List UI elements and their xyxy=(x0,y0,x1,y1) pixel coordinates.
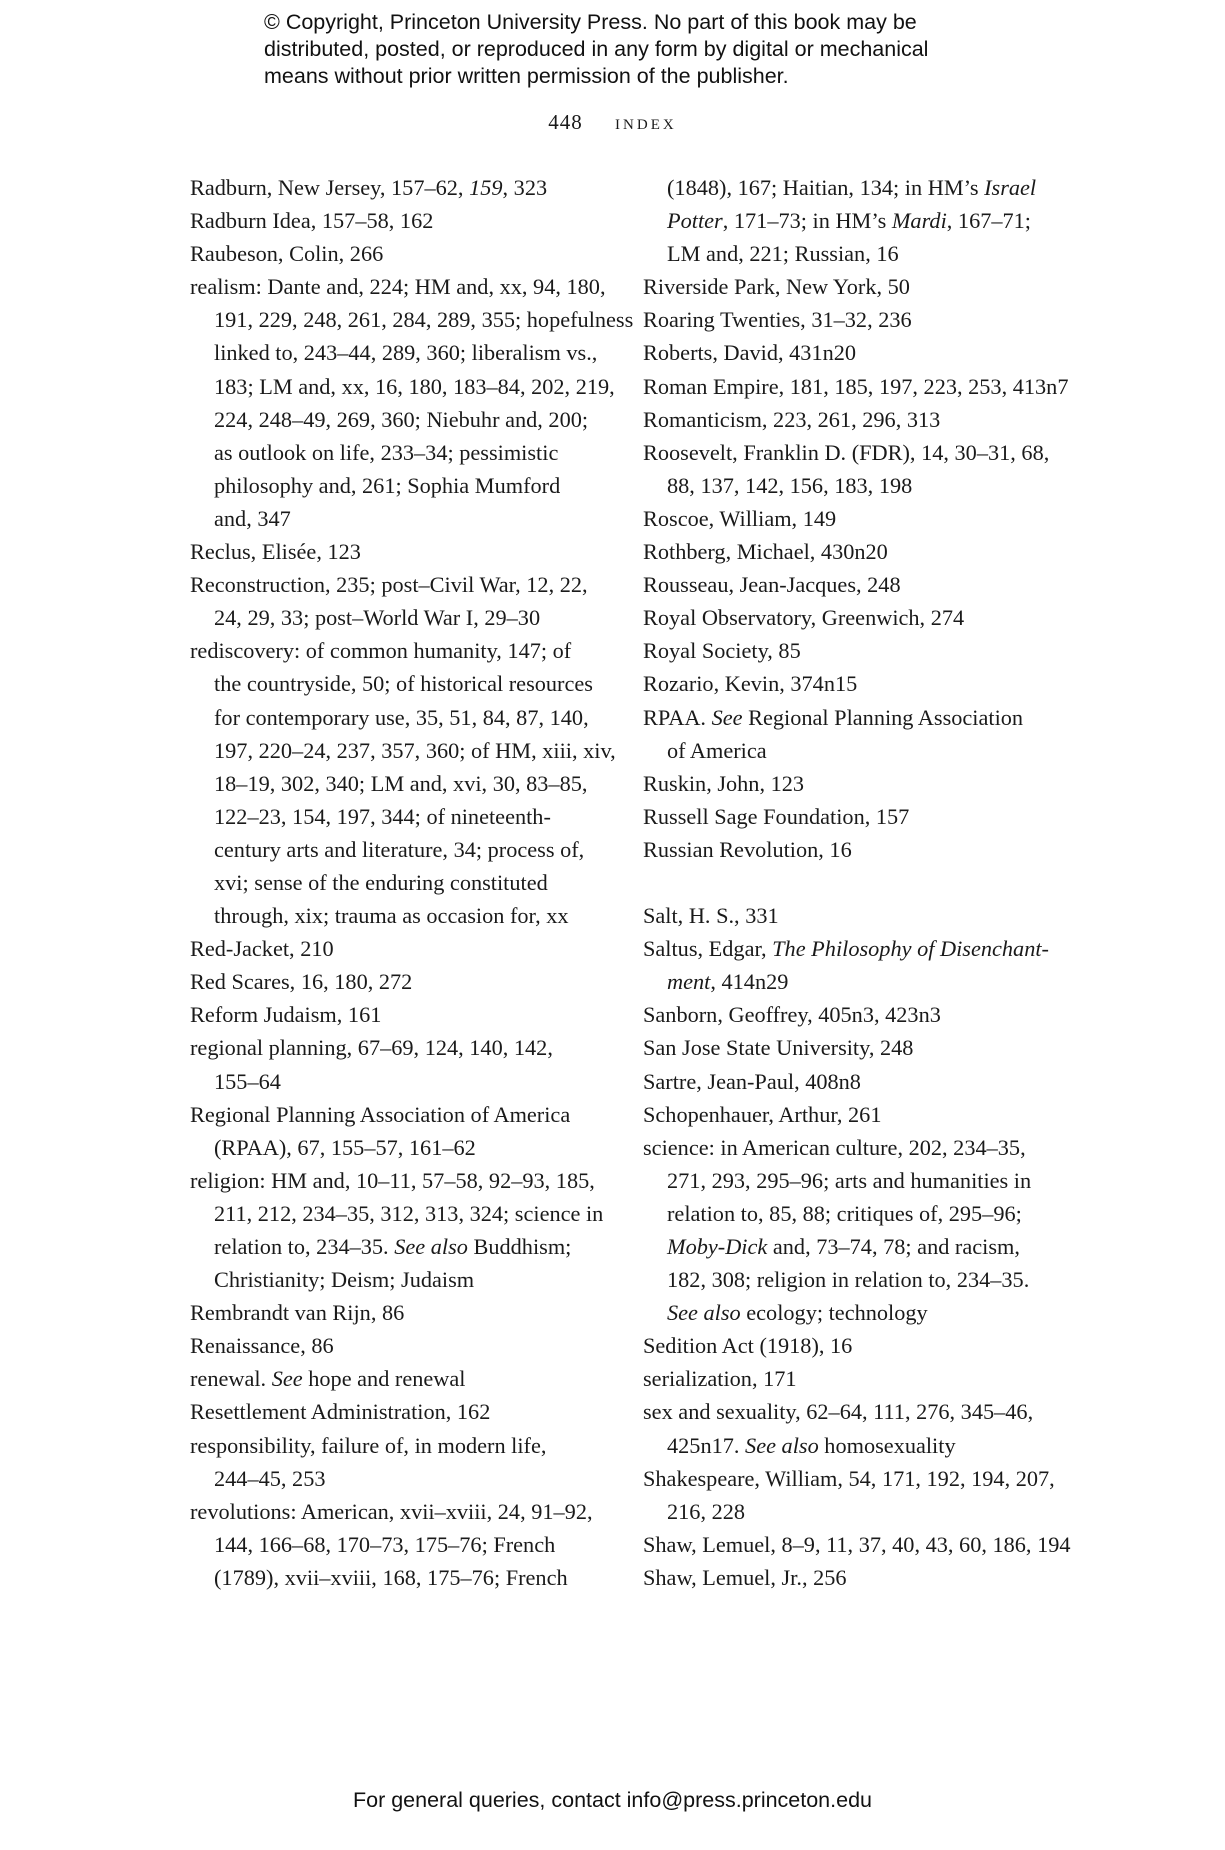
index-entry-line: 197, 220–24, 237, 357, 360; of HM, xiii, xiv, xyxy=(214,737,616,763)
index-column-right xyxy=(643,171,1071,1594)
index-entry-line: Christianity; Deism; Judaism xyxy=(214,1267,475,1293)
index-entry xyxy=(643,833,1063,866)
index-entry-line: San Jose State University, 248 xyxy=(643,1035,914,1061)
index-entry xyxy=(643,1065,1063,1098)
index-entry-line: 216, 228 xyxy=(667,1498,746,1524)
index-entry-line: Royal Observatory, Greenwich, 274 xyxy=(643,605,965,631)
index-entry xyxy=(643,1329,1063,1362)
index-entry xyxy=(643,270,1063,303)
index-entry xyxy=(643,568,1063,601)
index-entry-line: 224, 248–49, 269, 360; Niebuhr and, 200; xyxy=(214,406,589,432)
index-entry xyxy=(643,1561,1063,1594)
index-entry-line: 155–64 xyxy=(214,1068,281,1094)
index-entry-line: 271, 293, 295–96; arts and humanities in xyxy=(667,1167,1032,1193)
page-number: 448 xyxy=(548,110,583,134)
index-entry-line: Reconstruction, 235; post–Civil War, 12, 22, xyxy=(190,572,588,598)
index-entry-line: Rousseau, Jean-Jacques, 248 xyxy=(643,572,901,598)
index-entry xyxy=(643,800,1063,833)
index-entry-line: Potter, 171–73; in HM’s Mardi, 167–71; xyxy=(667,208,1031,234)
index-entry xyxy=(643,1462,1063,1528)
index-entry-line: ment, 414n29 xyxy=(667,969,789,995)
index-entry xyxy=(190,1362,610,1395)
index-entry-line: Shaw, Lemuel, 8–9, 11, 37, 40, 43, 60, 186, 194 xyxy=(643,1531,1071,1557)
index-entry-line: Saltus, Edgar, The Philosophy of Disenchant- xyxy=(643,936,1049,962)
index-entry-line: RPAA. See Regional Planning Association xyxy=(643,704,1024,730)
index-entry-line: Reclus, Elisée, 123 xyxy=(190,539,361,565)
index-entry-line: 182, 308; religion in relation to, 234–35. xyxy=(667,1267,1030,1293)
index-entry-line: (RPAA), 67, 155–57, 161–62 xyxy=(214,1134,476,1160)
index-entry xyxy=(643,767,1063,800)
index-entry-line: Rembrandt van Rijn, 86 xyxy=(190,1300,405,1326)
index-entry-line: Shaw, Lemuel, Jr., 256 xyxy=(643,1564,847,1590)
index-entry-line: Roosevelt, Franklin D. (FDR), 14, 30–31, 68, xyxy=(643,439,1050,465)
index-entry-line: Roberts, David, 431n20 xyxy=(643,340,857,366)
index-entry-line: century arts and literature, 34; process of, xyxy=(214,836,585,862)
index-entry xyxy=(643,1528,1071,1561)
index-entry xyxy=(643,436,1063,502)
index-entry-line: Rozario, Kevin, 374n15 xyxy=(643,671,858,697)
index-entry xyxy=(190,1164,610,1296)
index-entry-line: Roaring Twenties, 31–32, 236 xyxy=(643,307,912,333)
index-entry xyxy=(643,899,1063,932)
index-entry-line: linked to, 243–44, 289, 360; liberalism vs., xyxy=(214,340,598,366)
index-entry xyxy=(643,601,1063,634)
index-entry xyxy=(190,634,616,932)
index-entry-line: Red-Jacket, 210 xyxy=(190,936,334,962)
index-entry-line: 191, 229, 248, 261, 284, 289, 355; hopefulness xyxy=(214,307,634,333)
index-entry xyxy=(643,1395,1063,1461)
index-entry-line: religion: HM and, 10–11, 57–58, 92–93, 185, xyxy=(190,1167,595,1193)
index-entry xyxy=(643,998,1063,1031)
index-entry-line: Romanticism, 223, 261, 296, 313 xyxy=(643,406,941,432)
index-entry-line: 144, 166–68, 170–73, 175–76; French xyxy=(214,1531,556,1557)
index-entry xyxy=(190,1098,610,1164)
index-entry-line: Riverside Park, New York, 50 xyxy=(643,274,910,300)
index-entry-line: LM and, 221; Russian, 16 xyxy=(667,241,899,267)
footer-contact: For general queries, contact info@press.princeton.edu xyxy=(352,1788,872,1812)
index-entry-line: xvi; sense of the enduring constituted xyxy=(214,869,548,895)
index-entry xyxy=(190,535,610,568)
index-entry-line: of America xyxy=(667,737,767,763)
index-entry-line: 122–23, 154, 197, 344; of nineteenth- xyxy=(214,803,551,829)
index-entry-line: sex and sexuality, 62–64, 111, 276, 345–46, xyxy=(643,1399,1034,1425)
index-entry xyxy=(643,336,1063,369)
index-entry-line: for contemporary use, 35, 51, 84, 87, 140, xyxy=(214,704,589,730)
index-entry xyxy=(190,1395,610,1428)
index-entry xyxy=(190,998,610,1031)
index-entry xyxy=(190,171,610,204)
index-entry-line: 244–45, 253 xyxy=(214,1465,326,1491)
index-entry-line: Radburn Idea, 157–58, 162 xyxy=(190,208,434,234)
index-entry-line: rediscovery: of common humanity, 147; of xyxy=(190,638,572,664)
index-entry xyxy=(643,171,1063,270)
index-entry-line: Moby-Dick and, 73–74, 78; and racism, xyxy=(667,1234,1020,1259)
index-entry xyxy=(643,502,1063,535)
index-entry-line: 18–19, 302, 340; LM and, xvi, 30, 83–85, xyxy=(214,770,588,796)
index-entry-line: renewal. See hope and renewal xyxy=(190,1366,466,1392)
index-entry xyxy=(190,1429,610,1495)
index-entry-line: Reform Judaism, 161 xyxy=(190,1002,382,1028)
index-column-left xyxy=(190,171,634,1594)
index-entry-line: serialization, 171 xyxy=(643,1366,797,1392)
index-entry-line: 88, 137, 142, 156, 183, 198 xyxy=(667,472,913,498)
index-entry-line: philosophy and, 261; Sophia Mumford xyxy=(214,472,561,498)
index-entry xyxy=(190,568,610,634)
index-entry xyxy=(643,1031,1063,1064)
index-entry xyxy=(190,1031,610,1097)
index-entry xyxy=(190,965,610,998)
index-entry xyxy=(643,1362,1063,1395)
index-entry-line: Shakespeare, William, 54, 171, 192, 194, 207, xyxy=(643,1465,1055,1491)
index-entry-line: relation to, 234–35. See also Buddhism; xyxy=(214,1234,572,1259)
index-entry xyxy=(643,1131,1063,1330)
index-entry-line: 211, 212, 234–35, 312, 313, 324; science in xyxy=(214,1200,604,1226)
index-entry xyxy=(643,403,1063,436)
index-entry-line: regional planning, 67–69, 124, 140, 142, xyxy=(190,1035,553,1061)
index-entry xyxy=(643,370,1069,403)
index-entry xyxy=(643,1098,1063,1131)
index-entry xyxy=(190,270,634,535)
index-entry-line: science: in American culture, 202, 234–35, xyxy=(643,1134,1026,1160)
index-entry-line: Russell Sage Foundation, 157 xyxy=(643,803,910,829)
index-entry-line: the countryside, 50; of historical resources xyxy=(214,671,593,697)
index-entry-line: as outlook on life, 233–34; pessimistic xyxy=(214,439,559,465)
index-entry-line: Roman Empire, 181, 185, 197, 223, 253, 413n7 xyxy=(643,373,1069,399)
index-entry-line: relation to, 85, 88; critiques of, 295–96; xyxy=(667,1200,1022,1226)
index-entry-line: Salt, H. S., 331 xyxy=(643,903,779,929)
index-entry-line: Royal Society, 85 xyxy=(643,638,801,664)
index-entry-line: Sartre, Jean-Paul, 408n8 xyxy=(643,1068,861,1094)
index-entry xyxy=(190,237,610,270)
index-entry-line: through, xix; trauma as occasion for, xx xyxy=(214,903,569,929)
page-title: index xyxy=(615,110,677,134)
index-entry xyxy=(190,1296,610,1329)
index-entry-line: Russian Revolution, 16 xyxy=(643,836,852,862)
index-entry xyxy=(643,535,1063,568)
index-entry-line: revolutions: American, xvii–xviii, 24, 91–92, xyxy=(190,1498,593,1524)
index-entry-line: Regional Planning Association of America xyxy=(190,1101,571,1127)
index-entry xyxy=(190,204,610,237)
index-entry-line: See also ecology; technology xyxy=(667,1300,928,1326)
index-entry-line: Resettlement Administration, 162 xyxy=(190,1399,491,1425)
index-entry xyxy=(190,1495,610,1594)
copyright-line: distributed, posted, or reproduced in any form by digital or mechanical xyxy=(264,37,929,61)
index-entry-line: Red Scares, 16, 180, 272 xyxy=(190,969,413,995)
copyright-notice xyxy=(264,9,1024,90)
index-entry xyxy=(190,932,610,965)
index-entry-line: and, 347 xyxy=(214,505,291,531)
index-entry-line: 24, 29, 33; post–World War I, 29–30 xyxy=(214,605,541,631)
index-entry-line: Radburn, New Jersey, 157–62, 159, 323 xyxy=(190,175,548,200)
index-entry xyxy=(643,303,1063,336)
running-head xyxy=(0,110,1225,135)
index-entry xyxy=(643,634,1063,667)
index-entry-line: Schopenhauer, Arthur, 261 xyxy=(643,1101,882,1127)
index-entry-line: Renaissance, 86 xyxy=(190,1333,334,1359)
index-entry-line: 183; LM and, xx, 16, 180, 183–84, 202, 219, xyxy=(214,373,615,399)
copyright-line: means without prior written permission of the publisher. xyxy=(264,64,789,88)
index-entry-line: Sanborn, Geoffrey, 405n3, 423n3 xyxy=(643,1002,941,1028)
index-entry xyxy=(643,932,1063,998)
index-entry-line: 425n17. See also homosexuality xyxy=(667,1432,956,1458)
index-entry xyxy=(643,701,1063,767)
index-entry xyxy=(190,1329,610,1362)
index-entry-line: Raubeson, Colin, 266 xyxy=(190,241,384,267)
index-entry-line: (1789), xvii–xviii, 168, 175–76; French xyxy=(214,1564,568,1590)
index-entry-line: (1848), 167; Haitian, 134; in HM’s Israel xyxy=(667,175,1037,200)
index-entry-line: Roscoe, William, 149 xyxy=(643,505,837,531)
index-entry-line: responsibility, failure of, in modern life, xyxy=(190,1432,547,1458)
index-entry-line: realism: Dante and, 224; HM and, xx, 94, 180, xyxy=(190,274,606,300)
index-entry xyxy=(643,667,1063,700)
index-entry-line: Rothberg, Michael, 430n20 xyxy=(643,539,888,565)
copyright-line: © Copyright, Princeton University Press. No part of this book may be xyxy=(264,10,917,34)
index-entry-line: Sedition Act (1918), 16 xyxy=(643,1333,853,1359)
index-entry-line: Ruskin, John, 123 xyxy=(643,770,805,796)
